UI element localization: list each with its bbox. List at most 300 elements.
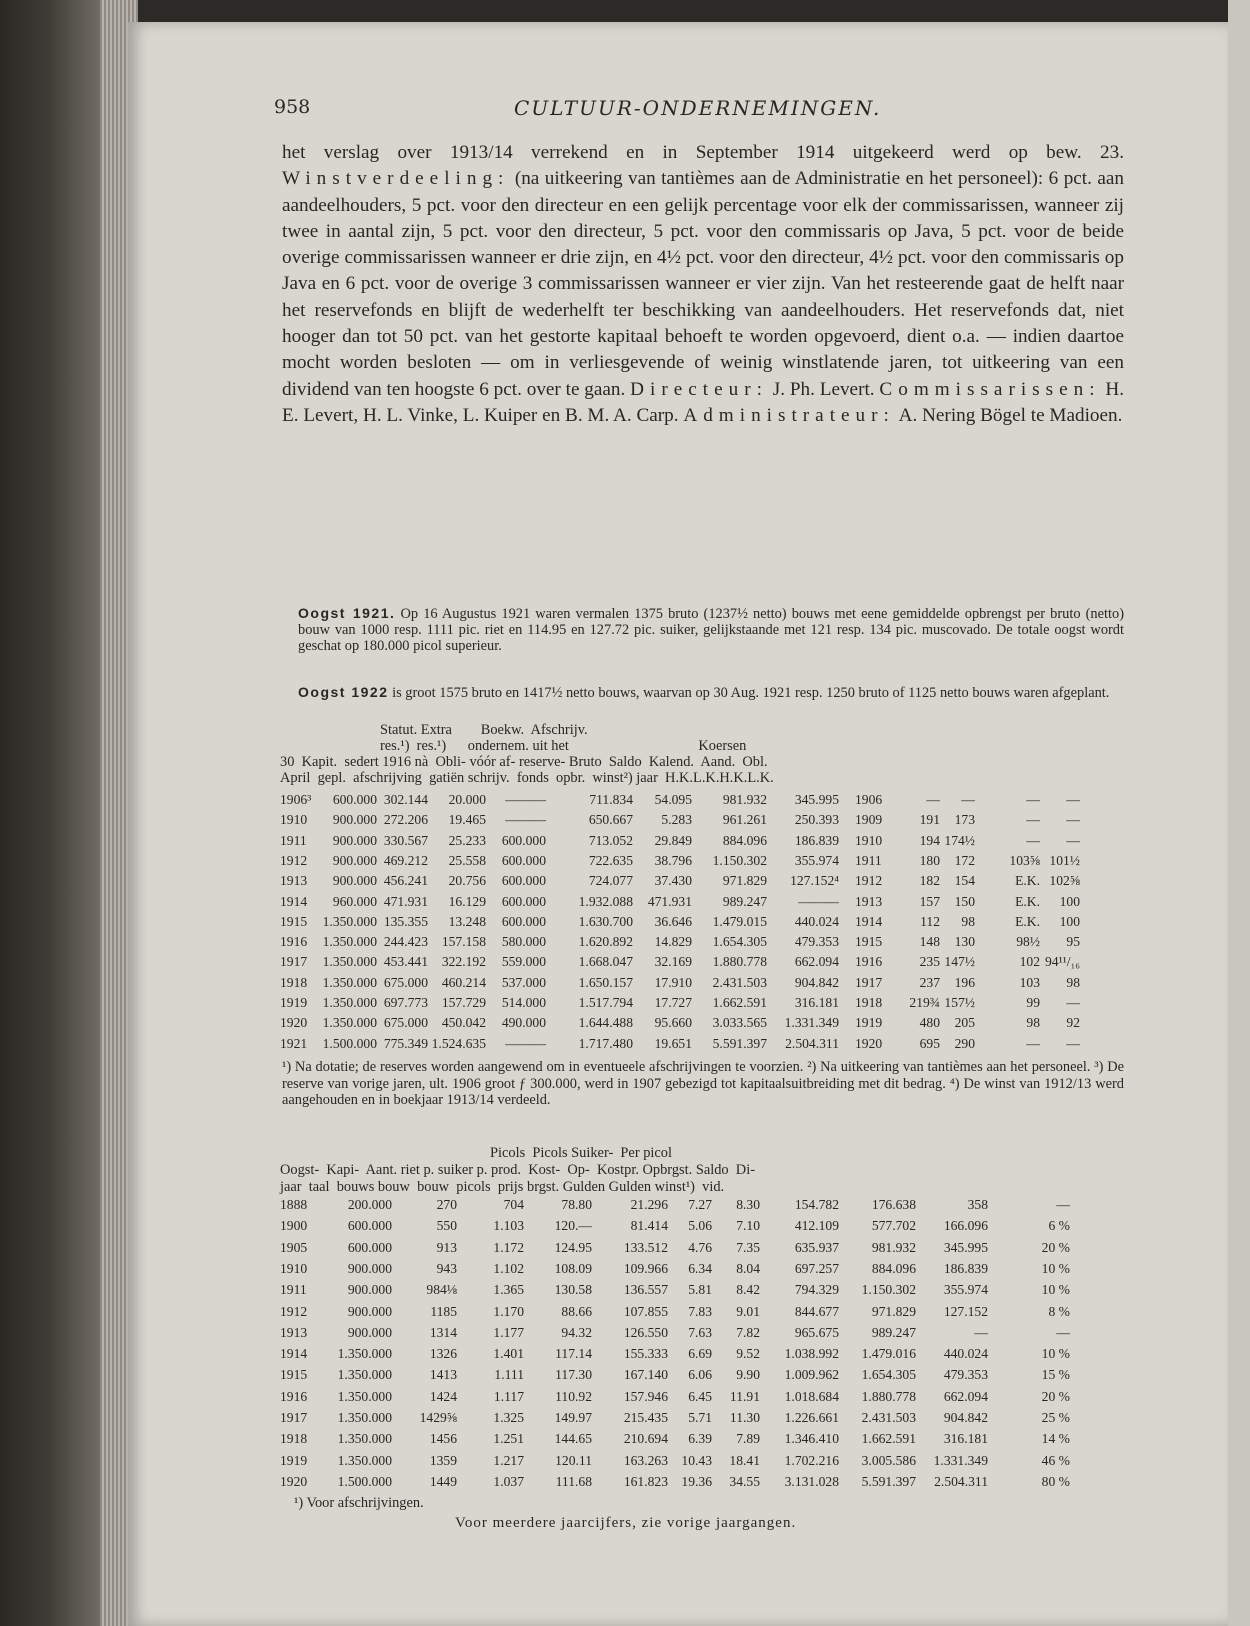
table-cell: 6.39 [688,1431,712,1447]
table-cell: 215.435 [623,1410,668,1425]
administrateur-text: A. Nering Bögel te Madioen. [898,404,1123,426]
table-row [280,1015,1120,1032]
table-cell: 4.76 [688,1239,712,1255]
table-cell: 1.177 [493,1324,524,1340]
table-row [280,1431,1120,1448]
table-cell: 1906³ [280,792,312,807]
table-cell: 1.650.157 [578,974,633,990]
table-cell: 1449 [429,1473,457,1489]
table-cell: 711.834 [589,792,633,807]
table-cell: 186.839 [943,1260,988,1276]
table-cell: 270 [436,1197,457,1212]
table-cell: 1912 [855,873,883,889]
table-cell: ——— [505,1035,546,1051]
table-cell: 1920 [280,1473,308,1489]
table-footnotes: ¹) Na dotatie; de reserves worden aangewend om in eventueele afschrijvingen te voorzien. ²) Na uitkeering van tantièmes aan het personeel. ³) De reserve van vorige jaren, ult. 1906 groot ƒ 300.000, werd in 1907 gebezigd tot kapitaalsuitbreiding met dit bedrag. ⁴) De winst van 1912/13 werd aangehouden en in boekjaar 1913/14 verdeeld. [282,1059,1124,1109]
table-cell: 1.668.047 [578,954,633,970]
table-cell: 1915 [280,913,308,929]
table-cell: 1456 [429,1431,457,1447]
table-cell: 1.620.892 [578,934,633,950]
table-cell: 1905 [280,1239,308,1255]
directeur-label: Directeur: [630,378,768,400]
table-cell: 316.181 [794,995,839,1010]
table-cell: 1.500.000 [337,1473,392,1489]
table-cell: 900.000 [347,1260,392,1276]
table-cell: 1914 [280,893,308,909]
table-cell: 1913 [855,893,883,909]
table-cell: 1911 [280,1282,307,1298]
table-cell: 1.479.016 [861,1346,916,1362]
table-cell: 148 [919,934,940,950]
table-cell: 900.000 [332,873,377,889]
table-cell: 330.567 [383,832,428,848]
table-row [280,1325,1120,1342]
commissarissen-label: Commissarissen: [879,378,1101,400]
table-row [280,873,1120,890]
table-cell: 1.401 [493,1346,524,1362]
table-cell: 135.355 [383,913,428,929]
table-cell: — [1026,812,1040,828]
table-cell: 117.30 [555,1367,592,1383]
table-cell: 5.591.397 [712,1035,767,1051]
table-cell: 1.880.778 [712,954,767,970]
table-cell: 5.283 [661,812,692,828]
table-cell: 100 [1059,913,1080,929]
table-cell: 136.557 [623,1282,668,1298]
table-cell: 1918 [280,1431,308,1447]
closing-note: Voor meerdere jaarcijfers, zie vorige jaargangen. [455,1515,797,1531]
table-cell: 157½ [944,995,975,1010]
table-cell: 1.365 [493,1282,524,1298]
table-header-line: Statut. Extra Boekw. Afschrijv. [380,722,588,738]
table-cell: 580.000 [501,934,546,950]
table-cell: 471.931 [383,893,428,909]
table-cell: 147½ [944,954,975,970]
table-cell: 7.83 [688,1303,712,1319]
winstverdeeling-text: (na uitkeering van tantièmes aan de Administratie en het personeel): 6 pct. aan aandeelhouders, 5 pct. voor den directeur en een gelijk percentage voor elk der commissarissen, wanneer zij twee in aantal zijn, 5 pct. voor den directeur, 5 pct. voor den commissaris op Java, 5 pct. voor de beide overige commissarissen wanneer er drie zijn, en 4½ pct. voor den directeur, 4½ pct. voor den commissaris op Java en 6 pct. voor de overige 3 commissarissen wanneer er vier zijn. Van het resteerende gaat de helft naar het reservefonds en blijft de wederhelft ter beschikking van aandeelhouders. Het reservefonds dat, niet hooger dan tot 50 pct. van het gestorte kapitaal behoeft te worden opgevoerd, dient o.a. — indien daartoe mocht worden besloten — om in verliesgevende of weinig winstlatende jaren, tot uitkeering van een dividend van ten hoogste 6 pct. over te gaan. [282,168,1124,400]
table-cell: 1.500.000 [322,1035,377,1051]
table-cell: 884.096 [722,832,767,848]
table-cell: 514.000 [501,995,546,1010]
table-cell: 884.096 [871,1260,916,1276]
table-cell: 5.71 [688,1410,712,1425]
table-cell: 460.214 [441,974,486,990]
table-cell: 1920 [855,1035,883,1051]
table-cell: 2.431.503 [712,974,767,990]
table-cell: 1359 [429,1452,457,1468]
table-cell: 191 [919,812,940,828]
table-cell: 94.32 [561,1324,592,1340]
table-header-line: Oogst- Kapi- Aant. riet p. suiker p. prod. Kost- Op- Kostpr. Opbrgst. Saldo Di- [280,1162,755,1178]
table-cell: 235 [919,954,940,970]
table-cell: 662.094 [943,1388,988,1404]
oogst-1922-text: is groot 1575 bruto en 1417½ netto bouws, waarvan op 30 Aug. 1921 resp. 1250 bruto of 1125 netto bouws waren afgeplant. [392,685,1110,701]
table-cell: 8.30 [736,1197,760,1212]
table-cell: 844.677 [794,1303,839,1319]
table-cell: 25 % [1041,1410,1070,1425]
table-cell: 1900 [280,1218,308,1234]
table-row [280,1036,1120,1053]
table-cell: 490.000 [501,1015,546,1031]
table-cell: 1413 [429,1367,457,1383]
table-cell: 5.06 [688,1218,712,1234]
table-cell: 1429⅝ [419,1410,457,1425]
table-cell: 479.353 [794,934,839,950]
table-cell: 1.251 [493,1431,524,1447]
table-cell: 186.839 [794,832,839,848]
table-cell: 960.000 [332,893,377,909]
table-cell: 722.635 [588,852,633,868]
table-cell: 1.644.488 [578,1015,633,1031]
table-cell: 78.80 [561,1197,592,1212]
table-cell: 650.667 [588,812,633,828]
table-cell: 984⅛ [426,1282,457,1298]
table-cell: 176.638 [871,1197,916,1212]
table-row [280,1197,1120,1214]
commissarissen-text: H. E. Levert, H. L. Vinke, L. Kuiper en B. M. A. Carp. [282,378,1125,426]
table-cell: 1.880.778 [861,1388,916,1404]
table-cell: 32.169 [654,954,692,970]
table-cell: 1.654.305 [712,934,767,950]
table-cell: 11.30 [729,1410,760,1425]
table-cell: 98 [1026,1015,1040,1031]
table-cell: 244.423 [383,934,428,950]
table-cell: — [1026,792,1040,807]
table-cell: 5.591.397 [861,1473,916,1489]
table-cell: 1917 [280,1410,308,1425]
table-cell: 600.000 [347,1239,392,1255]
company-description [282,140,1124,429]
table-cell: 471.931 [647,893,692,909]
table-cell: 111.68 [555,1473,592,1489]
table-cell: 1.350.000 [322,934,377,950]
table-cell: 1.350.000 [322,995,377,1010]
table-cell: 1909 [855,812,883,828]
table-cell: 943 [436,1260,457,1276]
table-cell: 157.946 [623,1388,668,1404]
table-cell: 355.974 [943,1282,988,1298]
table-cell: 1919 [855,1015,883,1031]
table-cell: 1424 [429,1388,457,1404]
table-cell: 9.01 [736,1303,760,1319]
table-cell: 479.353 [943,1367,988,1383]
table-cell: 697.773 [383,995,428,1010]
table-cell: 1.103 [493,1218,524,1234]
table-cell: 99 [1026,995,1040,1010]
table-row [280,1261,1120,1278]
winstverdeeling-label: Winstverdeeling: [282,168,510,190]
table-cell: 1.517.794 [578,995,633,1010]
table-cell: 272.206 [383,812,428,828]
table-cell: 1.350.000 [322,974,377,990]
table-cell: 18.41 [729,1452,760,1468]
table-cell: 1.117 [493,1388,524,1404]
table-cell: 1.325 [493,1410,524,1425]
table-cell: 900.000 [332,852,377,868]
table-cell: 95 [1066,934,1080,950]
table-cell: 157.158 [441,934,486,950]
table-cell: 1915 [280,1367,308,1383]
table-cell: 127.152⁴ [790,873,839,889]
table-cell: 108.09 [554,1260,592,1276]
table-row [280,1346,1120,1363]
table-cell: — [961,792,975,807]
table-cell: 81.414 [630,1218,668,1234]
table-cell: 11.91 [729,1388,760,1404]
table-cell: 1888 [280,1197,308,1212]
table-cell: 550 [436,1218,457,1234]
harvest-table-footnote: ¹) Voor afschrijvingen. [294,1495,424,1511]
table-cell: 107.855 [623,1303,668,1319]
table-cell: 8.04 [736,1260,760,1276]
table-cell: 7.27 [688,1197,712,1212]
oogst-1921-text: Op 16 Augustus 1921 waren vermalen 1375 bruto (1237½ netto) bouws met eene gemiddelde opbrengst per bruto (netto) bouw van 1000 resp. 1111 pic. riet en 114.95 en 127.72 pic. suiker, gelijkstaande met 121 resp. 134 pic. muscovado. De totale oogst wordt geschat op 180.000 picol superieur. [298,606,1124,655]
table-cell: 900.000 [347,1324,392,1340]
table-row [280,1218,1120,1235]
directeur-text: J. Ph. Levert. [772,378,875,400]
table-cell: 154 [954,873,975,889]
table-cell: 981.932 [722,792,767,807]
table-cell: 9.90 [736,1367,760,1383]
table-cell: 1918 [855,995,883,1010]
table-cell: 120.— [554,1218,592,1234]
table-cell: 103⅝ [1009,852,1040,868]
table-cell: 1911 [855,852,882,868]
table-cell: 6.45 [688,1388,712,1404]
table-cell: 130 [954,934,975,950]
table-cell: 316.181 [943,1431,988,1447]
table-cell: 904.842 [794,974,839,990]
table-cell: 345.995 [943,1239,988,1255]
financial-table [280,722,1120,1062]
table-cell: 1916 [855,954,883,970]
table-cell: 7.82 [736,1324,760,1340]
table-cell: 250.393 [794,812,839,828]
table-cell: 971.829 [871,1303,916,1319]
table-row [280,853,1120,870]
table-cell: — [1066,1035,1080,1051]
table-row [280,812,1120,829]
table-cell: 440.024 [794,913,839,929]
table-cell: 1.932.088 [578,893,633,909]
table-cell: 109.966 [623,1260,668,1276]
oogst-1921-label: Oogst 1921. [298,605,396,621]
table-header-line: 30 Kapit. sedert 1916 nà Obli- vóór af- reserve- Bruto Saldo Kalend. Aand. Obl. [280,754,768,770]
table-cell: 8 % [1048,1303,1070,1319]
table-cell: 1.662.591 [861,1431,916,1447]
running-title: CULTUUR-ONDERNEMINGEN. [514,96,882,120]
table-cell: 1185 [430,1303,457,1319]
table-cell: 456.241 [383,873,428,889]
table-cell: 1910 [280,812,308,828]
table-cell: 126.550 [623,1324,668,1340]
running-head [274,96,1104,126]
table-row [280,1282,1120,1299]
table-cell: — [1066,792,1080,807]
table-cell: 149.97 [554,1410,592,1425]
table-cell: 98 [1066,974,1080,990]
table-cell: 675.000 [383,1015,428,1031]
table-row [280,1410,1120,1427]
table-cell: 1917 [280,954,308,970]
table-cell: 7.63 [688,1324,712,1340]
table-cell: 16.129 [448,893,486,909]
table-cell: 182 [919,873,940,889]
table-cell: 10.43 [681,1452,712,1468]
table-cell: 662.094 [794,954,839,970]
table-cell: 290 [954,1035,975,1051]
table-cell: 1.524.635 [431,1035,486,1051]
table-cell: 1910 [280,1260,308,1276]
table-cell: 14.829 [654,934,692,950]
table-cell: 724.077 [588,873,633,889]
table-cell: 1326 [429,1346,457,1362]
table-row [280,1240,1120,1257]
table-cell: 1.331.349 [784,1015,839,1031]
table-cell: 900.000 [347,1303,392,1319]
table-cell: 1916 [280,1388,308,1404]
table-cell: 3.005.586 [861,1452,916,1468]
table-cell: 1.331.349 [933,1452,988,1468]
table-cell: 9.52 [736,1346,760,1362]
table-cell: 133.512 [623,1239,668,1255]
table-cell: 110.92 [555,1388,592,1404]
table-cell: 6.06 [688,1367,712,1383]
table-cell: 1913 [280,1324,308,1340]
table-cell: 1.654.305 [861,1367,916,1383]
table-cell: 94¹¹/₁₆ [1045,954,1080,970]
table-cell: 95.660 [654,1015,692,1031]
table-cell: 1.150.302 [861,1282,916,1298]
table-cell: 20.756 [448,873,486,889]
table-cell: 112 [920,913,940,929]
table-row [280,1367,1120,1384]
table-cell: 1.150.302 [712,852,767,868]
table-cell: — [1056,1324,1070,1340]
table-cell: 161.823 [623,1473,668,1489]
table-cell: 635.937 [794,1239,839,1255]
table-header-line: jaar taal bouws bouw bouw picols prijs brgst. Gulden Gulden winst¹) vid. [280,1179,725,1195]
administrateur-label: Administrateur: [683,404,895,426]
table-cell: 37.430 [654,873,692,889]
table-cell: 7.10 [736,1218,760,1234]
table-cell: 1.702.216 [784,1452,839,1468]
table-cell: 600.000 [501,873,546,889]
table-cell: 537.000 [501,974,546,990]
table-cell: 166.096 [943,1218,988,1234]
table-cell: 172 [954,852,975,868]
table-cell: 36.646 [654,913,692,929]
table-row [280,1389,1120,1406]
table-cell: 322.192 [441,954,486,970]
table-cell: 29.849 [654,832,692,848]
table-cell: 302.144 [383,792,428,807]
table-cell: 1.346.410 [784,1431,839,1447]
table-cell: 25.233 [448,832,486,848]
table-cell: 98 [961,913,975,929]
table-cell: 180 [919,852,940,868]
table-cell: 1314 [429,1324,457,1340]
table-row [280,1474,1120,1491]
table-cell: 600.000 [501,832,546,848]
table-cell: 1.662.591 [712,995,767,1010]
table-cell: 600.000 [332,792,377,807]
table-row [280,1304,1120,1321]
table-cell: — [1066,812,1080,828]
table-cell: 155.333 [623,1346,668,1362]
table-cell: 1.350.000 [337,1388,392,1404]
table-cell: 559.000 [501,954,546,970]
table-cell: 1916 [280,934,308,950]
table-cell: 2.431.503 [861,1410,916,1425]
table-cell: 17.727 [654,995,692,1010]
table-cell: 1.717.480 [578,1035,633,1051]
table-cell: 900.000 [332,812,377,828]
table-cell: 713.052 [588,832,633,848]
table-cell: E.K. [1015,913,1040,929]
table-cell: 1915 [855,934,883,950]
table-cell: 1.009.962 [784,1367,839,1383]
table-cell: 10 % [1041,1260,1070,1276]
table-cell: ——— [798,893,839,909]
table-cell: 92 [1066,1015,1080,1031]
oogst-1922-label: Oogst 1922 [298,684,389,700]
table-cell: 480 [919,1015,940,1031]
table-cell: 7.89 [736,1431,760,1447]
table-cell: 412.109 [794,1218,839,1234]
table-cell: E.K. [1015,893,1040,909]
table-cell: 1919 [280,995,308,1010]
table-cell: 157.729 [441,995,486,1010]
table-cell: 205 [954,1015,975,1031]
table-cell: 120.11 [555,1452,592,1468]
table-cell: 174½ [944,832,975,848]
table-cell: 1.350.000 [337,1367,392,1383]
table-cell: 3.131.028 [784,1473,839,1489]
table-cell: 961.261 [722,812,767,828]
table-cell: 600.000 [347,1218,392,1234]
table-cell: 157 [919,893,940,909]
table-cell: 1912 [280,1303,308,1319]
table-cell: 1.350.000 [322,913,377,929]
table-cell: 102 [1019,954,1040,970]
table-row [280,934,1120,951]
table-cell: 971.829 [722,873,767,889]
table-cell: 196 [954,974,975,990]
table-cell: 154.782 [794,1197,839,1212]
table-cell: 600.000 [501,893,546,909]
table-cell: 34.55 [729,1473,760,1489]
table-cell: 21.296 [630,1197,668,1212]
table-cell: 358 [967,1197,988,1212]
table-cell: — [974,1324,988,1340]
table-cell: 17.910 [654,974,692,990]
table-cell: 989.247 [871,1324,916,1340]
table-cell: 1910 [855,832,883,848]
table-cell: 453.441 [383,954,428,970]
table-cell: 210.694 [623,1431,668,1447]
table-cell: 704 [503,1197,524,1212]
table-cell: 13.248 [448,913,486,929]
page-number: 958 [274,96,311,118]
table-row [280,894,1120,911]
table-cell: 98½ [1016,934,1040,950]
table-row [280,914,1120,931]
table-cell: 1.018.684 [784,1388,839,1404]
table-cell: 15 % [1041,1367,1070,1383]
table-cell: 1.350.000 [322,1015,377,1031]
table-cell: 20.000 [448,792,486,807]
